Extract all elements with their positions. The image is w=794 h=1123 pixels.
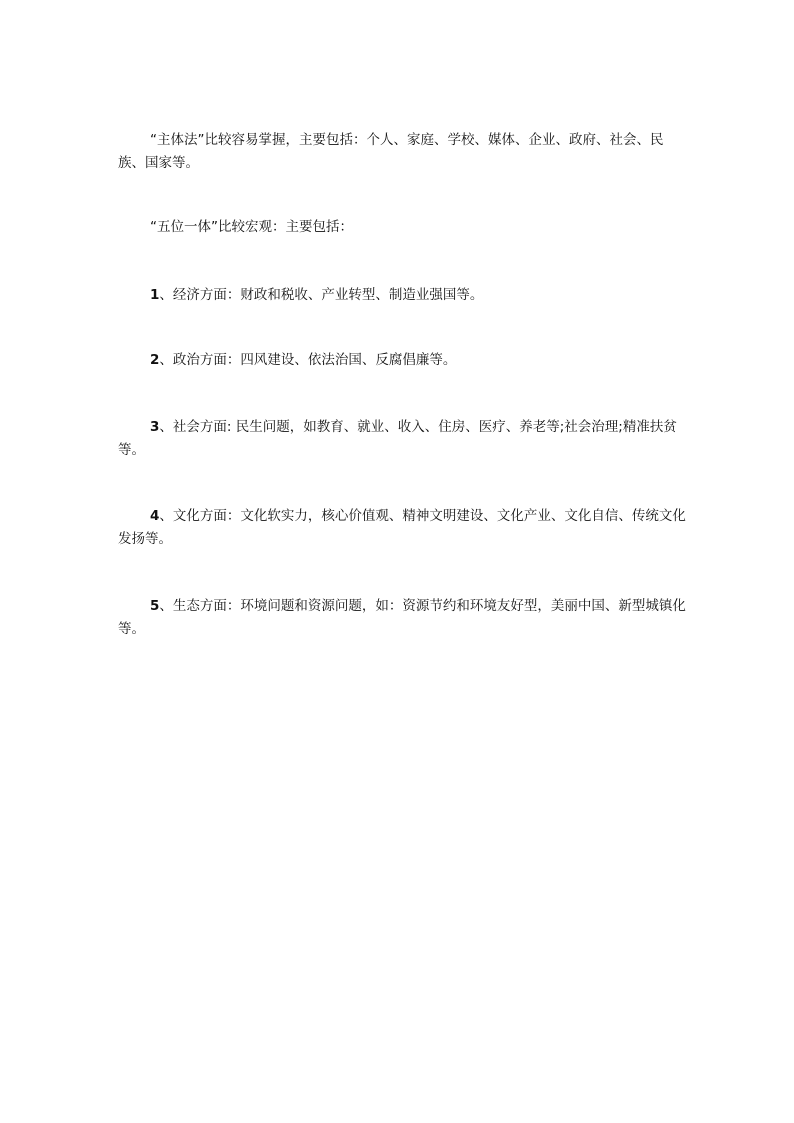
list-item-text: 、文化方面：文化软实力，核心价值观、精神文明建设、文化产业、文化自信、传统文化发扬等。 xyxy=(118,508,686,547)
list-item-society xyxy=(118,416,688,462)
list-item-text: 、生态方面：环境问题和资源问题，如：资源节约和环境友好型，美丽中国、新型城镇化等。 xyxy=(118,598,686,637)
list-item-culture xyxy=(118,505,688,551)
paragraph-subject-method: “主体法”比较容易掌握，主要包括：个人、家庭、学校、媒体、企业、政府、社会、民族、国家等。 xyxy=(118,132,664,171)
list-item-number: 5 xyxy=(150,598,160,614)
paragraph-five-in-one: “五位一体”比较宏观：主要包括： xyxy=(150,219,353,235)
list-item-text: 、社会方面: 民生问题，如教育、就业、收入、住房、医疗、养老等;社会治理;精准扶贫等。 xyxy=(118,419,677,458)
list-item-number: 1 xyxy=(150,287,160,303)
list-item-number: 4 xyxy=(150,508,160,524)
list-item-ecology xyxy=(118,595,688,641)
list-item-number: 3 xyxy=(150,419,160,435)
list-item-number: 2 xyxy=(150,352,160,368)
list-item-text: 、政治方面：四风建设、依法治国、反腐倡廉等。 xyxy=(159,352,457,368)
list-item-text: 、经济方面：财政和税收、产业转型、制造业强国等。 xyxy=(159,287,484,303)
list-item-politics xyxy=(118,349,688,372)
list-item-economy xyxy=(118,284,688,307)
